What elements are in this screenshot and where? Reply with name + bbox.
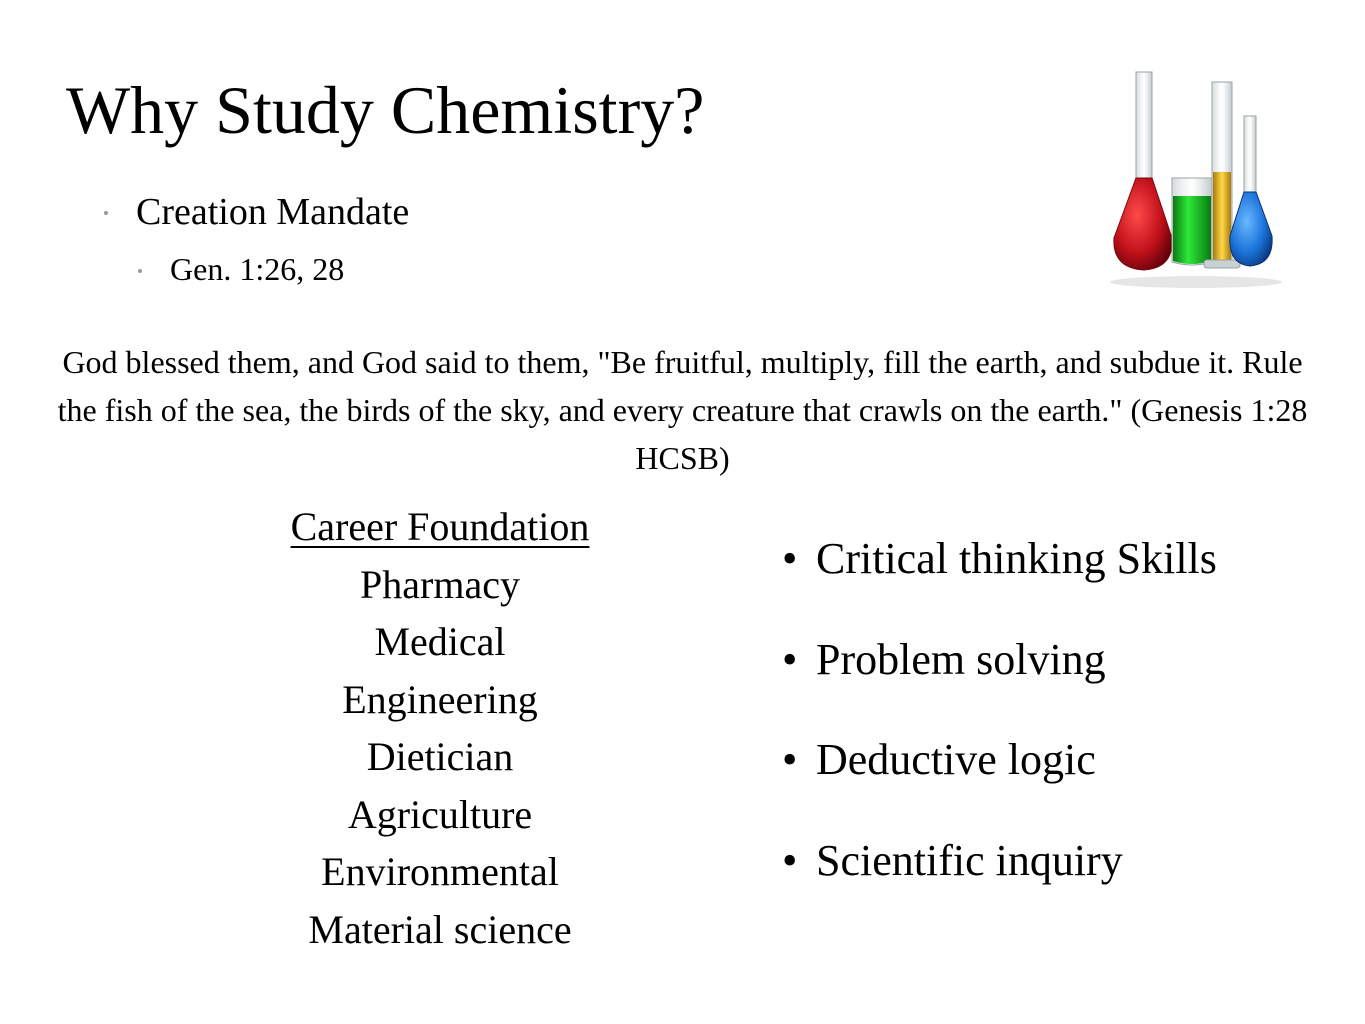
flask-neck [1136, 72, 1152, 182]
blue-flask [1230, 192, 1272, 266]
skill-text: Critical thinking Skills [816, 534, 1217, 583]
skill-item [782, 629, 1217, 730]
skill-item [782, 830, 1217, 931]
skill-text: Problem solving [816, 634, 1106, 684]
slide-title: Why Study Chemistry? [66, 72, 705, 148]
bullet-creation-mandate [104, 188, 409, 236]
career-item: Medical [374, 619, 506, 664]
bullet-text: Creation Mandate [136, 191, 410, 233]
sub-bullet-reference [138, 248, 344, 290]
reflection [1110, 276, 1282, 288]
yellow-cylinder [1213, 172, 1231, 260]
red-flask [1114, 178, 1172, 270]
career-item: Environmental [321, 849, 559, 894]
career-foundation-list [190, 498, 690, 958]
sub-bullet-text: Gen. 1:26, 28 [170, 251, 345, 287]
bullet-dot-icon [104, 211, 108, 215]
bullet-dot-icon [138, 269, 142, 273]
cylinder-base [1204, 260, 1240, 268]
green-beaker [1173, 196, 1211, 264]
bullet-icon: • [782, 735, 798, 784]
bullet-icon: • [782, 634, 798, 684]
career-item: Dietician [366, 734, 514, 779]
skill-text: Scientific inquiry [816, 835, 1123, 885]
skill-item [782, 729, 1217, 830]
flask-neck [1244, 116, 1256, 196]
skill-item [782, 528, 1217, 629]
skills-list [782, 528, 1217, 930]
career-item: Pharmacy [360, 561, 520, 607]
skill-text: Deductive logic [816, 735, 1096, 784]
career-item: Material science [308, 906, 572, 952]
career-heading: Career Foundation [290, 504, 590, 549]
bullet-icon: • [782, 534, 798, 583]
career-item: Agriculture [347, 791, 533, 837]
bullet-icon: • [782, 835, 798, 885]
career-item: Engineering [342, 676, 538, 722]
lab-glassware-icon [1108, 68, 1283, 290]
scripture-quote: God blessed them, and God said to them, "Be fruitful, multiply, fill the earth, and subdue it. Rule the fish of the sea, the birds of the sky, and every creature that crawls on the earth." (Genesis 1:28 HCSB) [57, 344, 1308, 476]
